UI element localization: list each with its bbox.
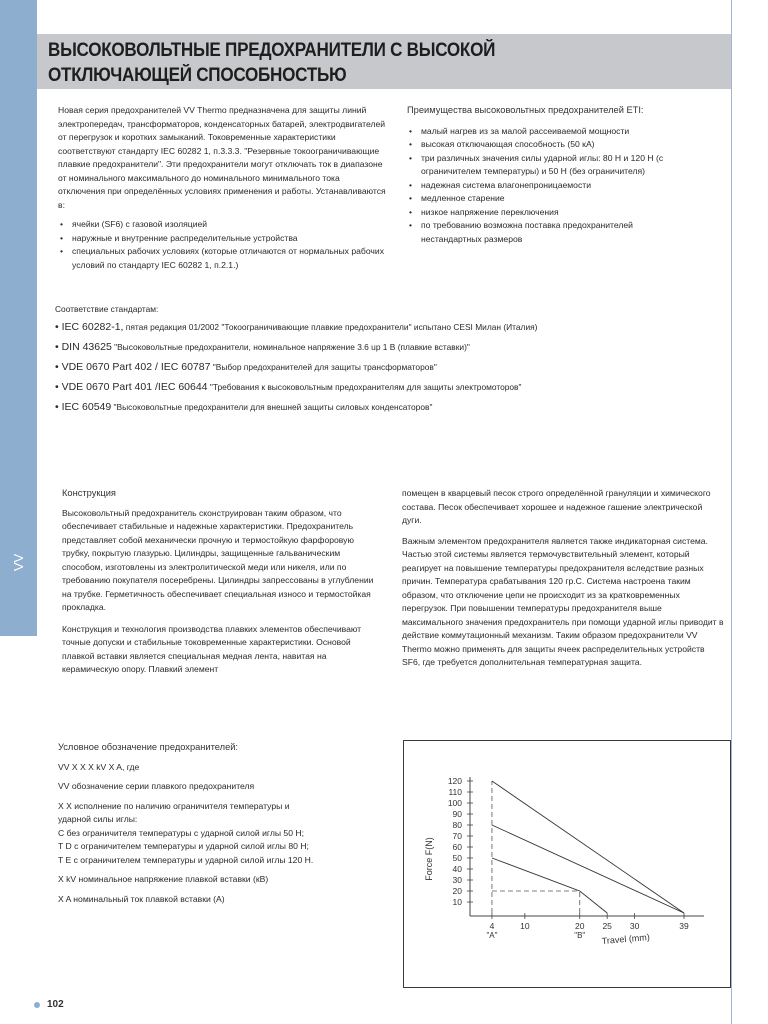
intro-section <box>58 104 388 272</box>
standard-code: • DIN 43625 <box>55 341 112 353</box>
designation-line: ударной силы иглы: <box>58 814 138 824</box>
standard-description: пятая редакция 01/2002 "Токоограничивающие плавкие предохранители" испытано CESI Милан (Италия) <box>123 322 538 332</box>
standard-code: • IEC 60549 <box>55 401 112 413</box>
advantages-bullet-list <box>407 125 682 247</box>
designation-line: X X исполнение по наличию ограничителя температуры и <box>58 800 290 811</box>
x-tick-label: 4 <box>489 921 495 931</box>
x-tick-label: 30 <box>629 921 640 931</box>
construction-paragraph: помещен в кварцевый песок строго определённой грануляции и химического состава. Песок обеспечивает хорошее и надежное гашение электрической дуги. <box>402 488 711 525</box>
intro-bullet-list <box>58 218 388 272</box>
advantages-bullet-item: • три различных значения силы ударной иглы: 80 Н и 120 Н (с ограничителем температуры) и 50 Н (без ограничителя) <box>407 152 682 179</box>
designation-heading: Условное обозначение предохранителей: <box>58 742 239 752</box>
standard-item <box>55 401 432 414</box>
x-tick-label: 20 <box>575 921 585 931</box>
x-tick-label: 39 <box>679 921 689 931</box>
designation-line: X A номинальный ток плавкой вставки (А) <box>58 893 225 904</box>
page-number-dot <box>34 1002 40 1008</box>
x-tick-label: 25 <box>602 921 612 931</box>
y-tick-label: 100 <box>447 798 462 808</box>
standard-description: "Высоковольтные предохранители, номинальное напряжение 3.6 up 1 В (плавкие вставки)" <box>111 342 470 352</box>
construction-paragraph: Конструкция и технология производства плавких элементов обеспечивают точные допуски и стабильные токовременные характеристики. Основой плавкой вставки является специальная медная лента, навитая на керамическую опору. Плавкий элемент <box>62 623 362 674</box>
advantages-section <box>407 104 682 246</box>
y-tick-label: 110 <box>448 787 462 797</box>
advantages-bullet-item: • высокая отключающая способность (50 кА) <box>407 138 682 152</box>
page-title-line-2: ОТКЛЮЧАЮЩЕЙ СПОСОБНОСТЬЮ <box>48 65 347 86</box>
construction-paragraph: Важным элементом предохранителя является также индикаторная система. Частью этой системы является термочувствительный элемент, который реагирует на повышение температуры предохранителя вследствие разных причин. Температура срабатывания 120 гр.С. Система настроена таким образом, что отключение цепи не происходит из за кратковременных перегрузок. При повышении температуры предохранителя выше максимального значения предохранитель при помощи ударной иглы приводит в действие коммутационный механизм. Таким образом предохранители VV Thermo можно применять для защиты ячеек распределительных устройств SF6, где требуется дополнительная температурная защита. <box>402 535 724 667</box>
x-tick-sublabel: "A" <box>486 931 498 940</box>
force-travel-chart <box>403 740 731 988</box>
advantages-bullet-item: • медленное старение <box>407 192 682 206</box>
y-tick-label: 120 <box>447 776 462 786</box>
standard-description: "Высоковольтные предохранители для внешней защиты силовых конденсаторов" <box>111 402 433 412</box>
construction-heading: Конструкция <box>62 488 116 498</box>
advantages-bullet-item: • низкое напряжение переключения <box>407 206 682 220</box>
advantages-bullet-item: • малый нагрев из за малой рассеиваемой мощности <box>407 125 682 139</box>
standard-item <box>55 341 470 354</box>
y-tick-label: 80 <box>452 820 462 830</box>
y-tick-label: 10 <box>452 897 462 907</box>
x-axis-label: Travel (mm) <box>601 931 651 947</box>
intro-bullet-item: • ячейки (SF6) с газовой изоляцией <box>58 218 388 232</box>
standard-description: "Требования к высоковольтным предохранителям для защиты электромоторов" <box>207 382 522 392</box>
chart-series-line <box>492 781 684 913</box>
side-color-bar <box>0 0 37 636</box>
construction-right-column <box>402 487 724 670</box>
standard-item <box>55 361 437 374</box>
construction-paragraph: Высоковольтный предохранитель сконструирован таким образом, что обеспечивает стабильные и надежные характеристики. Предохранитель представляет собой механически прочную и термостойкую фарфоровую трубку, покрытую глазурью. Цилиндры, защищенные гальваническим способом, изготовлены из электролитической меди или никеля, или по требованию покупателя посеребрены. Цилиндры запрессованы в углублении на трубке. Герметичность обеспечивает специальная износо и термостойкая прокладка. <box>62 507 374 612</box>
y-tick-label: 60 <box>452 842 462 852</box>
y-tick-label: 20 <box>452 886 462 896</box>
designation-formula: VV X X X kV X A, где <box>58 761 140 772</box>
x-tick-label: 10 <box>520 921 530 931</box>
construction-left-column <box>62 487 378 677</box>
chart-series-line <box>492 858 607 913</box>
intro-bullet-item: • специальных рабочих условиях (которые отличаются от нормальных рабочих условий по стандарту IEC 60282 1, п.2.1.) <box>58 245 388 272</box>
designation-line: X kV номинальное напряжение плавкой вставки (кВ) <box>58 874 269 884</box>
advantages-bullet-item: • по требованию возможна поставка предохранителей нестандартных размеров <box>407 219 682 246</box>
designation-section <box>58 741 388 906</box>
right-margin-line <box>731 0 732 1024</box>
advantages-bullet-item: • надежная система влагонепроницаемости <box>407 179 682 193</box>
standard-item <box>55 321 537 334</box>
standard-description: "Выбор предохранителей для защиты трансформаторов" <box>210 362 437 372</box>
standard-code: • VDE 0670 Part 402 / IEC 60787 <box>55 361 211 373</box>
standard-item <box>55 381 521 394</box>
y-tick-label: 50 <box>452 853 462 863</box>
page-title-line-1: ВЫСОКОВОЛЬТНЫЕ ПРЕДОХРАНИТЕЛИ С ВЫСОКОЙ <box>48 40 496 61</box>
y-tick-label: 30 <box>452 875 462 885</box>
intro-bullet-item: • наружные и внутренние распределительные устройства <box>58 232 388 246</box>
standard-code: • VDE 0670 Part 401 /IEC 60644 <box>55 381 208 393</box>
standards-heading: Соответствие стандартам: <box>55 304 159 314</box>
side-section-label: VV <box>11 553 26 572</box>
designation-line: T E с ограничителем температуры и ударной силой иглы 120 Н. <box>58 854 314 865</box>
advantages-heading: Преимущества высоковольтных предохранителей ETI: <box>407 105 644 115</box>
y-tick-label: 40 <box>452 864 462 874</box>
designation-line: T D с ограничителем температуры и ударной силой иглы 80 Н; <box>58 841 309 851</box>
x-tick-sublabel: "B" <box>574 931 586 940</box>
chart-canvas <box>404 741 730 987</box>
designation-line: VV обозначение серии плавкого предохранителя <box>58 781 255 791</box>
standard-code: • IEC 60282-1, <box>55 321 124 333</box>
designation-line: C без ограничителя температуры с ударной силой иглы 50 Н; <box>58 827 304 838</box>
page-title-band <box>37 34 731 89</box>
y-tick-label: 70 <box>452 831 462 841</box>
page-number: 102 <box>47 999 64 1010</box>
y-tick-label: 90 <box>452 809 462 819</box>
intro-paragraph: Новая серия предохранителей VV Thermo предназначена для защиты линий электропередач, трансформаторов, конденсаторных батарей, электродвигателей от перегрузок и коротких замыканий. Токовременные характеристики соответствуют стандарту IEC 60282 1, п.3.3.3. "Резервные токоограничивающие плавкие предохранители". Эти предохранители могут отключать ток в диапазоне от номинального максимального до номинального минимального тока отключения при определённых условиях применения и работы. Устанавливаются в: <box>58 105 386 210</box>
y-axis-label: Force F(N) <box>424 837 434 881</box>
